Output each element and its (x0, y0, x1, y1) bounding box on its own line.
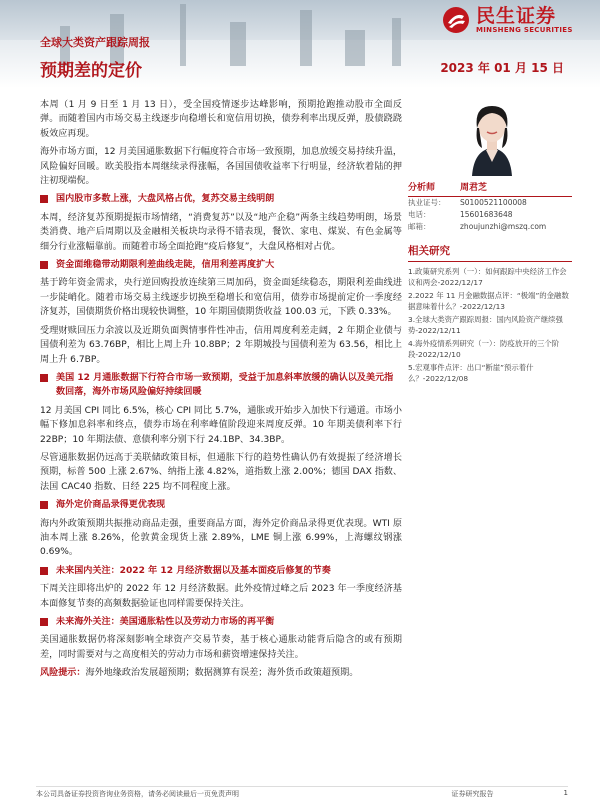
related-research-item[interactable]: 2.2022 年 11 月金融数据点评：“极端”的金融数据意味着什么？-2022/12/13 (408, 291, 569, 311)
analyst-photo (446, 98, 538, 176)
skyline-building (345, 30, 365, 66)
report-series: 全球大类资产跟踪周报 (40, 36, 150, 49)
related-research-title: 相关研究 (408, 243, 572, 262)
info-key: 执业证号： (408, 198, 446, 207)
brand-name-cn: 民生证券 (476, 5, 557, 27)
section-heading-text: 资金面维稳带动期限利差曲线走陡，信用利差再度扩大 (56, 260, 275, 271)
bullet-square-icon (40, 501, 48, 509)
bullet-square-icon (40, 261, 48, 269)
page-number: 1 (563, 789, 568, 797)
bullet-square-icon (40, 195, 48, 203)
analyst-portrait-icon (446, 98, 538, 176)
risk-warning (40, 666, 402, 680)
paragraph: 12 月美国 CPI 同比 6.5%，核心 CPI 同比 5.7%，通胀或开始步入加快下行通道。市场小幅下修加息斜率和终点，债券市场在利率峰值阶段迎来周度反弹。10 年期美债利率下行 22BP；10 年期法债、意债利率分别下行 24.1BP、34.3BP。 (40, 405, 402, 445)
info-value: S0100521100008 (460, 198, 527, 207)
skyline-building (300, 10, 312, 66)
bullet-square-icon (40, 374, 48, 382)
paragraph: 基于跨年资金需求，央行逆回购投放连续第三周加码，资金面延续稳态，期限利差曲线进一步陡峭化。随着市场交易主线逐步切换至稳增长和宽信用，债券市场提前定价一季度经济复苏，国债期货价格出现较快调整，10 年期国债期货收益 100.03 元，下跌 0.33%。 (40, 278, 402, 318)
info-value: 15601683648 (460, 210, 513, 219)
bullet-square-icon (40, 618, 48, 626)
section-heading-text: 未来海外关注：美国通胀粘性以及劳动力市场的再平衡 (56, 617, 275, 627)
paragraph: 本周（1 月 9 日至 1 月 13 日），受全国疫情逐步达峰影响，预期抢跑推动股市全面反弹。而随着国内市场交易主线逐步向稳增长和宽信用切换，债券利率出现反弹，股债跷跷板效应再现。 (40, 100, 402, 139)
disclaimer-note: 本公司具备证券投资咨询业务资格，请务必阅读最后一页免责声明 (36, 790, 239, 798)
analyst-name-row (408, 180, 572, 197)
related-research-item[interactable]: 1.政策研究系列（一）：如何跟踪中央经济工作会议和两会-2022/12/17 (408, 267, 567, 287)
analyst-role: 分析师 (408, 183, 436, 193)
related-research-item[interactable]: 4.海外疫情系列研究（一）：防疫放开的三个阶段-2022/12/10 (408, 339, 560, 359)
section-heading (40, 564, 402, 578)
section-heading (40, 498, 402, 512)
paragraph: 下周关注即将出炉的 2022 年 12 月经济数据。此外疫情过峰之后 2023 年一季度经济基本面修复节奏的高频数据验证也同样需要保持关注。 (40, 584, 402, 609)
risk-label: 风险提示： (40, 668, 86, 679)
analyst-email-link[interactable]: zhoujunzhi@mszq.com (460, 222, 547, 231)
side-column (408, 98, 572, 386)
main-column (40, 98, 402, 685)
section-heading-text: 未来国内关注：2022 年 12 月经济数据以及基本面疫后修复的节奏 (56, 565, 331, 576)
page-footer (36, 786, 568, 799)
report-title: 预期差的定价 (40, 61, 142, 81)
paragraph: 尽管通胀数据仍远高于美联储政策目标，但通胀下行的趋势性确认仍有效提振了经济增长预期，标普 500 上涨 2.67%、纳指上涨 4.82%，道指数上涨 2.00%；德国 DAX 指数、法国 CAC40 指数、日经 225 均不同程度上涨。 (40, 452, 402, 492)
brand-logo (442, 2, 592, 38)
section-heading (40, 615, 402, 629)
related-research-item[interactable]: 5.宏观事件点评：出口“断崖”预示着什么？-2022/12/08 (408, 363, 534, 383)
section-heading-text: 海外定价商品录得更优表现 (56, 500, 166, 511)
section-heading-text: 美国 12 月通胀数据下行符合市场一致预期，受益于加息斜率放缓的确认以及美元指数回落，海外市场风险偏好持续回暖 (56, 372, 394, 398)
analyst-info-row (408, 209, 572, 221)
bullet-square-icon (40, 567, 48, 575)
paragraph: 海内外政策预期共振推动商品走强，重要商品方面，海外定价商品录得更优表现。WTI 原油本周上涨 8.26%，伦敦黄金现货上涨 2.89%，LME 铜上涨 6.99%，上海螺纹钢涨 0.69%。 (40, 518, 402, 558)
skyline-building (230, 22, 246, 66)
analyst-name: 周君芝 (460, 183, 488, 193)
section-heading (40, 258, 402, 272)
paragraph: 美国通胀数据仍将深刻影响全球资产交易节奏，基于核心通胀动能背后隐含的或有预期差，同时需要对与之高度相关的劳动力市场和薪资增速保持关注。 (40, 635, 402, 660)
paragraph: 本周，经济复苏预期提振市场情绪，“消费复苏”以及“地产企稳”两条主线趋势明朗，场景类消费、地产后周期以及金融相关板块均录得不错表现，餐饮、家电、煤炭、有色金属等细分行业涨幅靠前。而随着市场全面抢跑“疫后修复”，大盘风格相对占优。 (40, 212, 402, 252)
skyline-building (392, 18, 401, 66)
risk-text: 海外地缘政治发展超预期；数据测算有误差；海外货币政策超预期。 (85, 668, 359, 679)
section-heading (40, 192, 402, 206)
analyst-info-row (408, 221, 572, 233)
info-key: 邮箱： (408, 222, 431, 231)
logo-mark-icon (442, 6, 470, 34)
info-key: 电话： (408, 210, 431, 219)
skyline-tower (180, 4, 186, 66)
section-heading (40, 371, 402, 400)
section-heading-text: 国内股市多数上涨，大盘风格占优，复苏交易主线明朗 (56, 194, 275, 205)
analyst-info-row (408, 197, 572, 209)
related-research-item[interactable]: 3.全球大类资产跟踪周报：国内风险资产继续强势-2022/12/11 (408, 315, 563, 335)
header-banner (0, 0, 600, 88)
report-date: 2023 年 01 月 15 日 (440, 61, 564, 75)
paragraph: 受理财赎回压力余波以及近期负面舆情事件性冲击，信用周度利差走阔，2 年期企业债与国债利差为 63.76BP，相比上周上升 10.8BP；2 年期城投与国债利差为 63.56，相比上周上升 6.7BP。 (40, 325, 402, 365)
footer-report-type: 证券研究报告 (451, 790, 494, 798)
brand-name-en: MINSHENG SECURITIES (476, 26, 573, 34)
paragraph: 海外市场方面，12 月美国通胀数据下行幅度符合市场一致预期，加息放缓交易持续升温，风险偏好回暖。欧美股指本周继续录得涨幅，各国国债收益率下行明显，经济软着陆的押注初现端倪。 (40, 147, 402, 187)
